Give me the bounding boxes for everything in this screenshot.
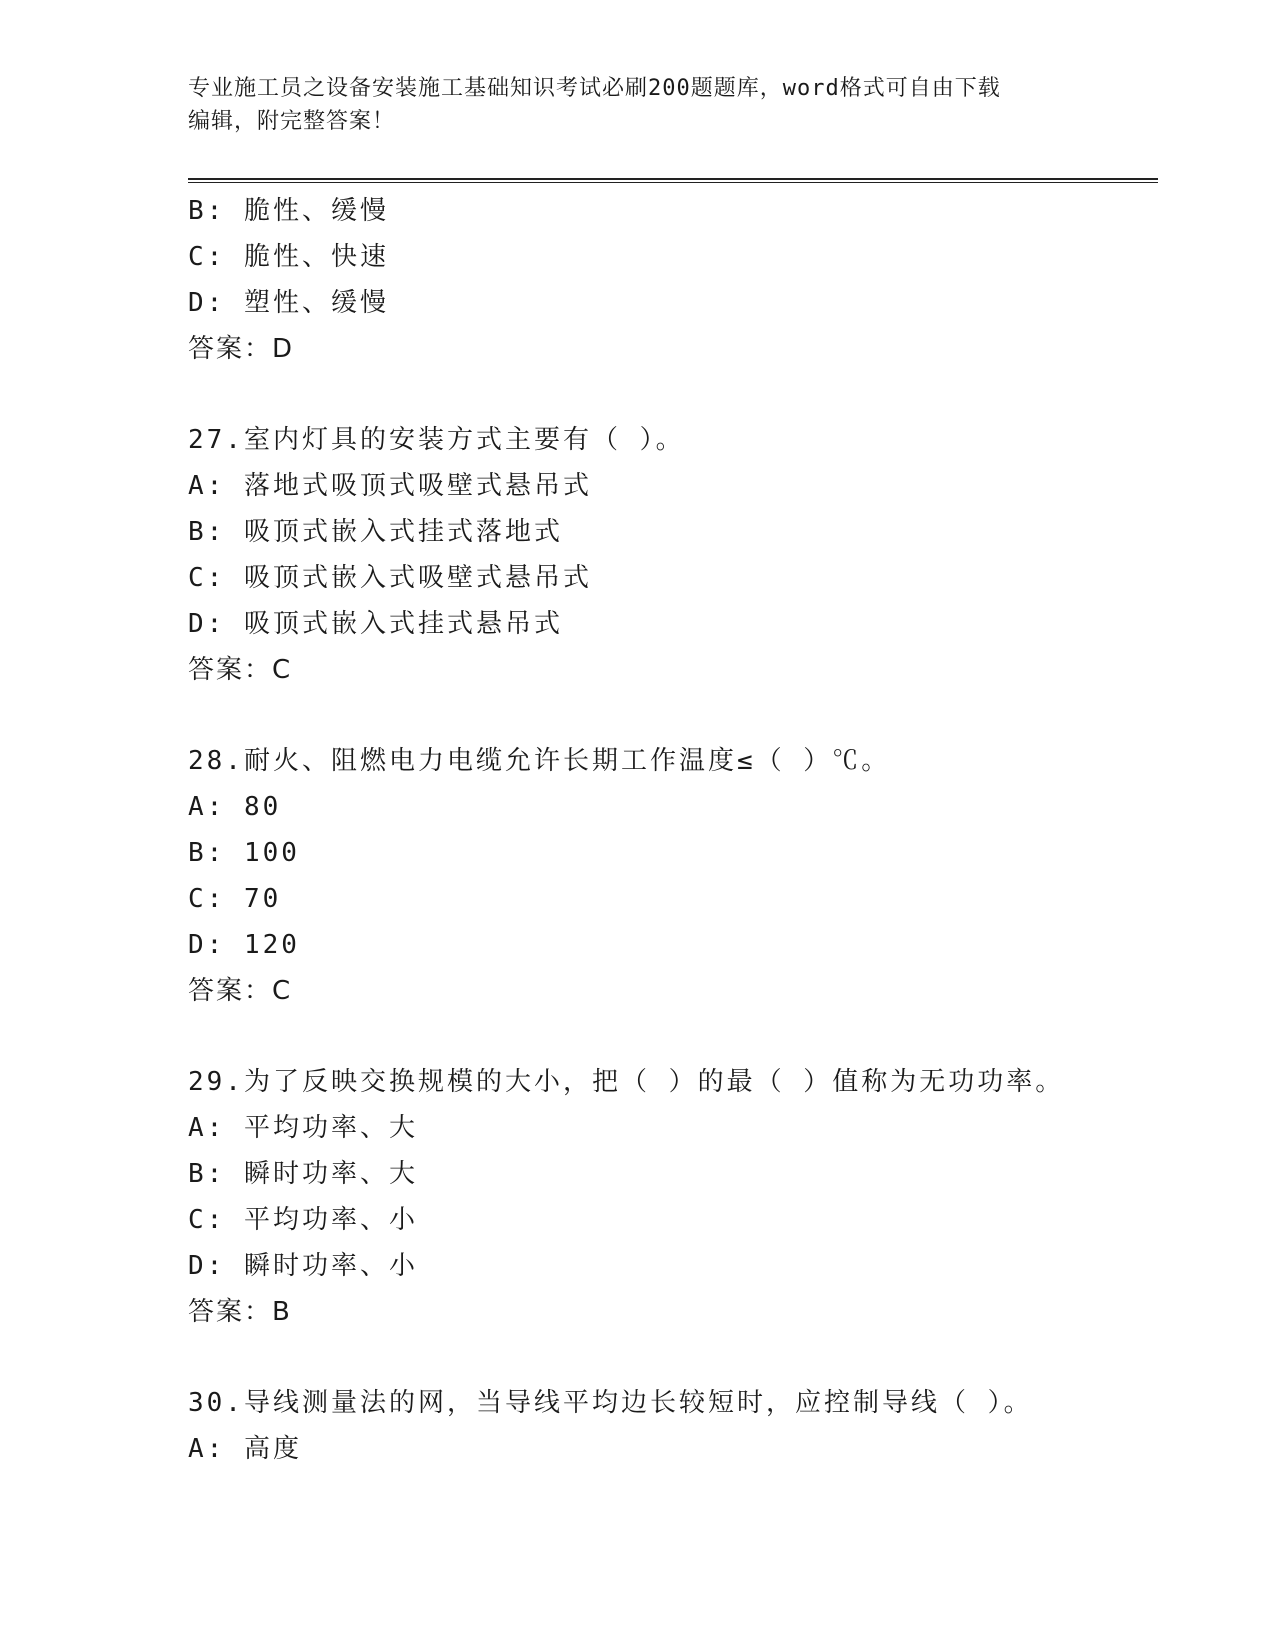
- option-c: C: 脆性、快速: [188, 242, 389, 272]
- option-a: A: 平均功率、大: [188, 1113, 418, 1143]
- answer-line: 答案：B: [188, 1297, 292, 1327]
- option-d: D: 瞬时功率、小: [188, 1251, 418, 1281]
- question-stem: 30.导线测量法的网，当导线平均边长较短时，应控制导线（ ）。: [188, 1388, 1033, 1418]
- option-a: A: 高度: [188, 1434, 302, 1464]
- option-d: D: 吸顶式嵌入式挂式悬吊式: [188, 609, 563, 639]
- option-d: D: 塑性、缓慢: [188, 288, 389, 318]
- question-30: [188, 1380, 1158, 1472]
- header-title-line-2: 编辑，附完整答案！: [188, 109, 396, 134]
- answer-line: 答案：C: [188, 976, 293, 1006]
- question-stem: 27.室内灯具的安装方式主要有（ ）。: [188, 425, 685, 455]
- answer-line: 答案：D: [188, 334, 295, 364]
- option-a: A: 80: [188, 792, 282, 822]
- question-27: [188, 417, 1158, 693]
- question-29: [188, 1059, 1158, 1335]
- option-b: B: 吸顶式嵌入式挂式落地式: [188, 517, 563, 547]
- header-title-line-1: 专业施工员之设备安装施工基础知识考试必刷200题题库，word格式可自由下载: [188, 76, 1001, 101]
- question-list: [188, 188, 1158, 1472]
- option-c: C: 平均功率、小: [188, 1205, 418, 1235]
- option-b: B: 100: [188, 838, 300, 868]
- answer-line: 答案：C: [188, 655, 293, 685]
- option-a: A: 落地式吸顶式吸壁式悬吊式: [188, 471, 592, 501]
- option-b: B: 瞬时功率、大: [188, 1159, 418, 1189]
- document-header: [188, 72, 1078, 138]
- question-26: [188, 188, 1158, 372]
- option-c: C: 70: [188, 884, 282, 914]
- question-stem: 28.耐火、阻燃电力电缆允许长期工作温度≤（ ）℃。: [188, 746, 891, 776]
- header-divider: [188, 178, 1158, 183]
- option-b: B: 脆性、缓慢: [188, 196, 389, 226]
- option-d: D: 120: [188, 930, 300, 960]
- question-28: [188, 738, 1158, 1014]
- question-stem: 29.为了反映交换规模的大小，把（ ）的最（ ）值称为无功功率。: [188, 1067, 1065, 1097]
- option-c: C: 吸顶式嵌入式吸壁式悬吊式: [188, 563, 592, 593]
